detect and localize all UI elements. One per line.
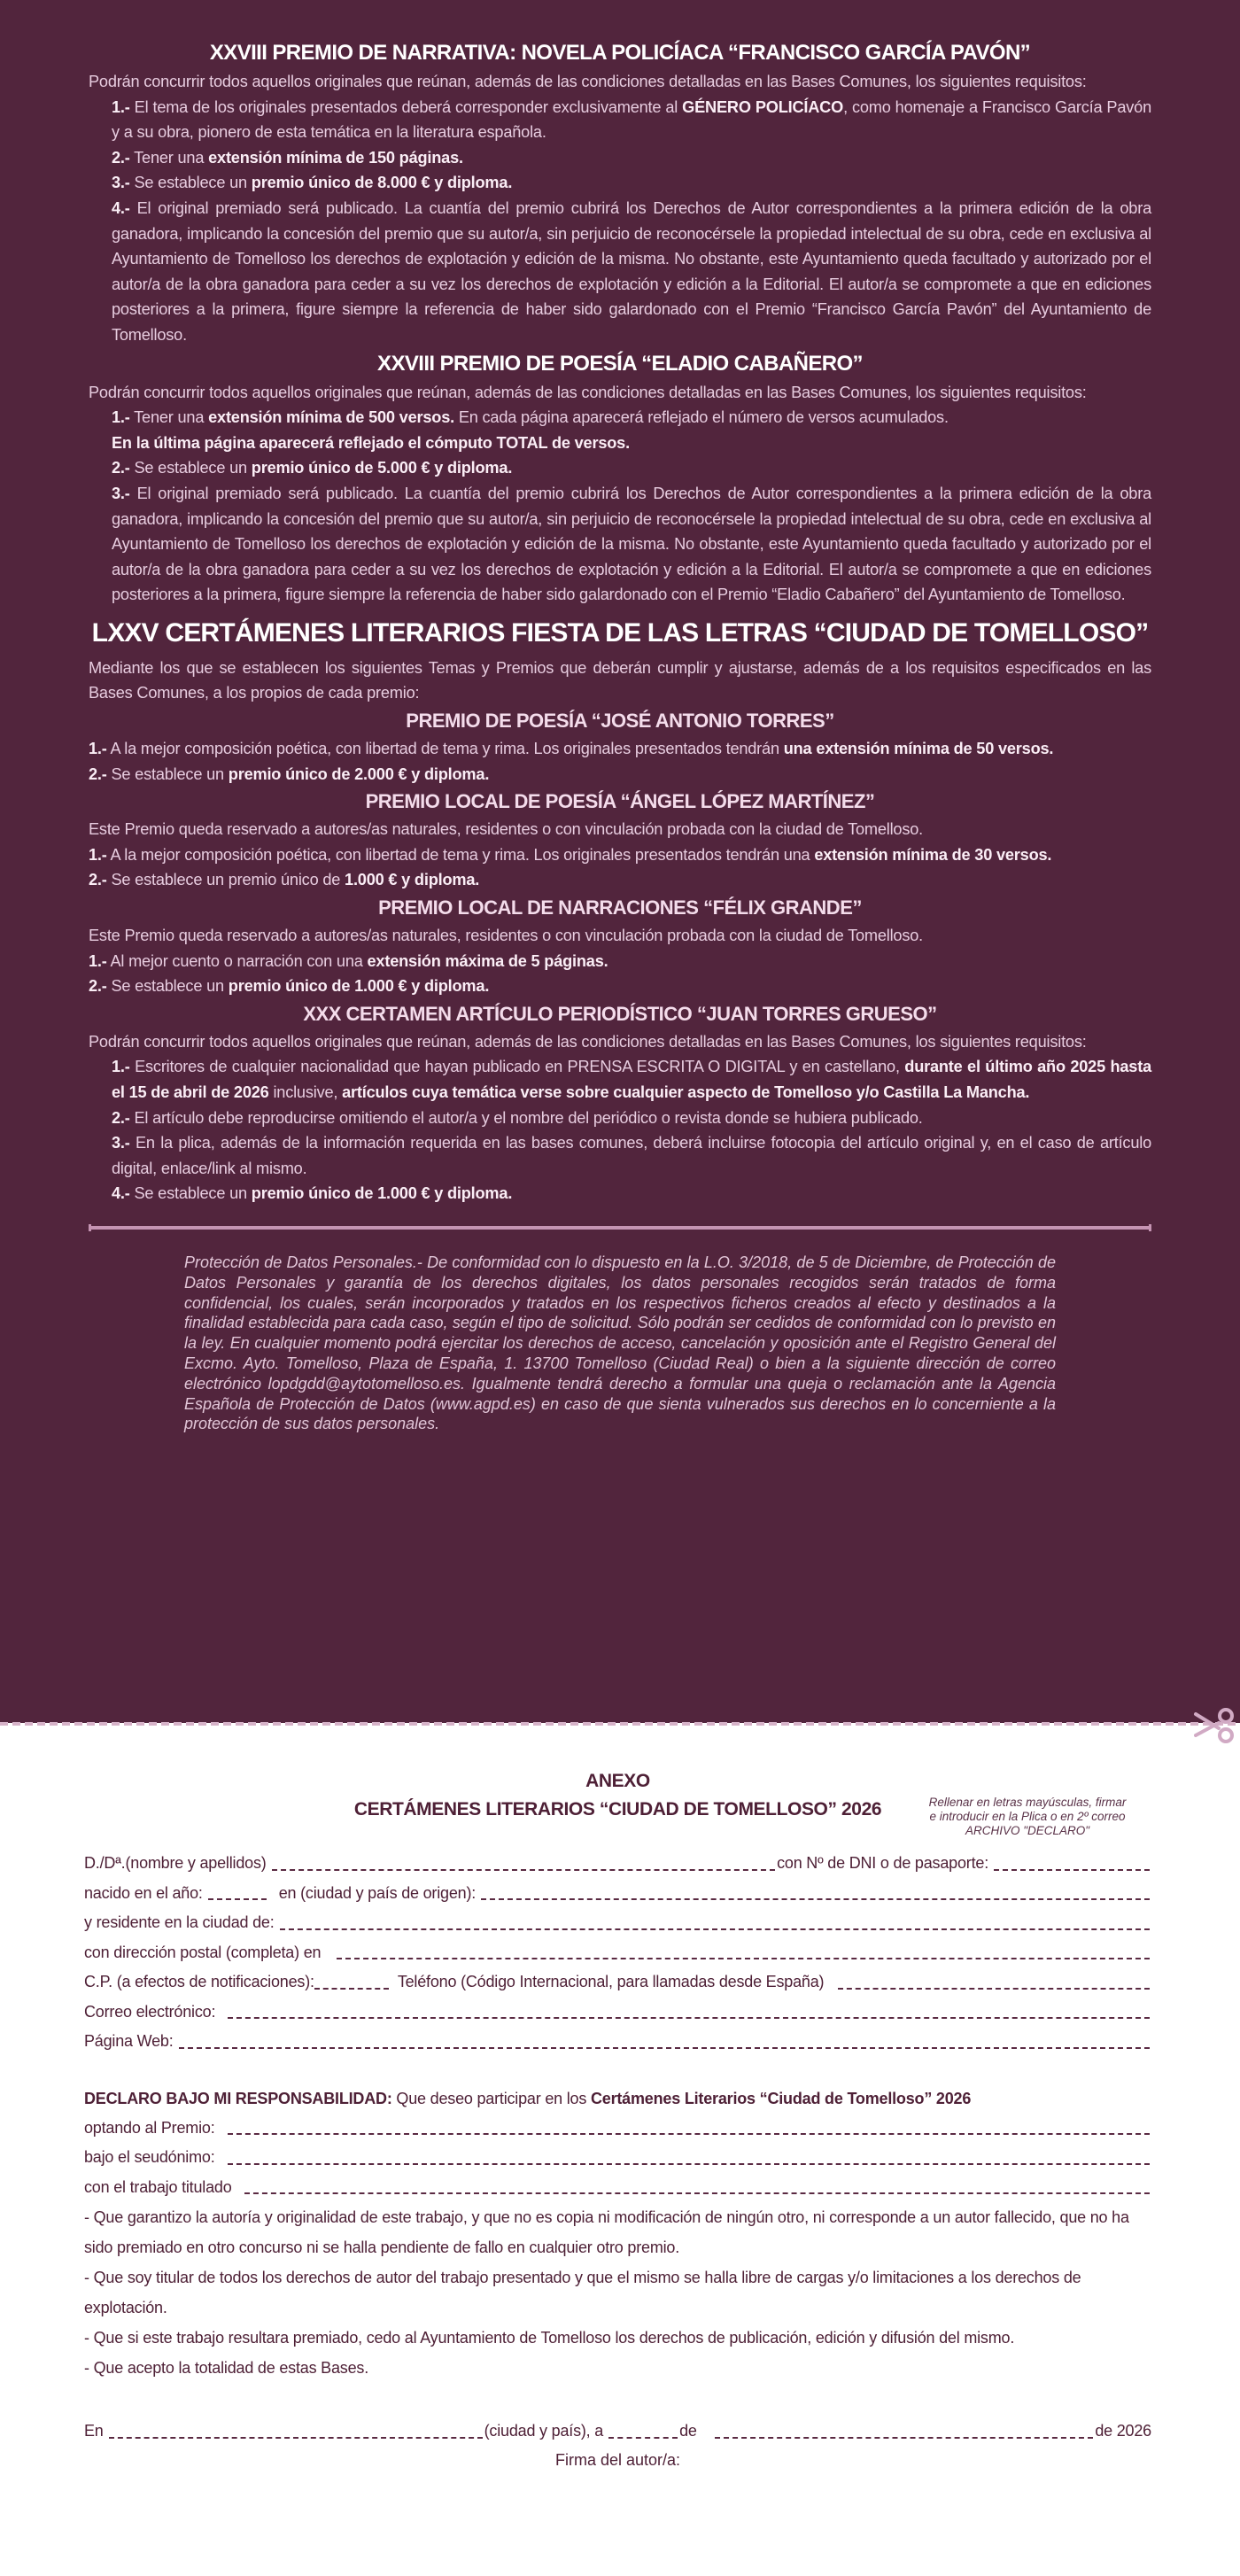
grande-intro: Este Premio queda reservado a autores/as naturales, residentes o con vinculación probada con la ciudad de Tomelloso.: [89, 927, 923, 945]
narrativa-title: XXVIII PREMIO DE NARRATIVA: NOVELA POLICÍACA “FRANCISCO GARCÍA PAVÓN”: [209, 41, 1031, 65]
pseudonym-field[interactable]: [228, 2143, 1150, 2165]
grande-item: 2.- Se establece un premio único de 1.000 € y diploma.: [89, 977, 490, 996]
website-field[interactable]: [179, 2027, 1150, 2049]
torres-title: PREMIO DE POESÍA “JOSÉ ANTONIO TORRES”: [406, 710, 834, 733]
name-field[interactable]: [272, 1849, 776, 1871]
certamenes-title: LXXV CERTÁMENES LITERARIOS FIESTA DE LAS LETRAS “CIUDAD DE TOMELLOSO”: [91, 617, 1149, 648]
poesia-item: En la última página aparecerá reflejado el cómputo TOTAL de versos.: [112, 433, 630, 452]
declaration-statement: - Que garantizo la autoría y originalidad de este trabajo, y que no es copia ni modificación de ningún otro, ni corresponde a un autor fallecido, que no ha sido premiado en otro concurso ni se halla pendiente de fallo en cualquier otro premio.: [84, 2208, 1129, 2256]
email-field[interactable]: [228, 1998, 1150, 2020]
postal-code-field[interactable]: [314, 1967, 389, 1990]
poesia-items: [89, 405, 1151, 608]
narrativa-items: [89, 95, 1151, 348]
address-field[interactable]: [337, 1938, 1150, 1960]
anexo-form: [0, 1723, 1240, 2576]
lopez-item: 1.- A la mejor composición poética, con libertad de tema y rima. Los originales presentados tendrán una extensión mínima de 30 versos.: [89, 845, 1052, 864]
poesia-item: 1.- Tener una extensión mínima de 500 versos. En cada página aparecerá reflejado el número de versos acumulados.: [112, 408, 949, 427]
dni-field[interactable]: [994, 1849, 1150, 1871]
declaration-statement: - Que soy titular de todos los derechos de autor del trabajo presentado y que el mismo se halla libre de cargas y/o limitaciones a los derechos de explotación.: [84, 2269, 1081, 2316]
signature-line: En (ciudad y país), a de de 2026: [84, 2417, 1151, 2447]
lopez-intro: Este Premio queda reservado a autores/as naturales, residentes o con vinculación probada con la ciudad de Tomelloso.: [89, 820, 923, 839]
grueso-item: 2.- El artículo debe reproducirse omitiendo el autor/a y el nombre del periódico o revista donde se hubiera publicado.: [112, 1108, 923, 1127]
grueso-item: 1.- Escritores de cualquier nacionalidad que hayan publicado en PRENSA ESCRITA O DIGITAL y en castellano, durante el último año 2025 hasta el 15 de abril de 2026 inclusive, artículos cuya temática verse sobre cualquier aspecto de Tomelloso y/o Castilla La Mancha.: [112, 1058, 1151, 1101]
torres-item: 1.- A la mejor composición poética, con libertad de tema y rima. Los originales presentados tendrán una extensión mínima de 50 versos.: [89, 740, 1054, 758]
residence-field[interactable]: [280, 1908, 1150, 1930]
declaration: DECLARO BAJO MI RESPONSABILIDAD: Que deseo participar en los Certámenes Literarios “Ciudad de Tomelloso” 2026 optando al Premio: bajo el seudónimo: con el trabajo titulado - Que garantizo la autoría y originalidad de este trabajo, y que no es copia ni modificación de ningún otro, ni corresponde a un autor fallecido, que no ha sido premiado en otro concurso ni se halla pendiente de fallo en cualquier otro premio. - Que soy titular de todos los derechos de autor del trabajo presentado y que el mismo se halla libre de cargas y/o limitaciones a los derechos de explotación. - Que si este trabajo resultara premiado, cedo al Ayuntamiento de Tomelloso los derechos de publicación, edición y difusión del mismo. - Que acepto la totalidad de estas Bases.: [84, 2083, 1151, 2384]
declaration-statement: - Que si este trabajo resultara premiado, cedo al Ayuntamiento de Tomelloso los derechos de publicación, edición y difusión del mismo.: [84, 2329, 1015, 2347]
origin-field[interactable]: [481, 1879, 1150, 1901]
grueso-item: 4.- Se establece un premio único de 1.000 € y diploma.: [112, 1184, 513, 1203]
prize-field[interactable]: [228, 2114, 1151, 2136]
personal-data-fields: D./Dª.(nombre y apellidos) con Nº de DNI o de pasaporte: nacido en el año: en (ciudad y país de origen): y residente en la ciudad de: con dirección postal (completa) en C.P. (a efectos de notificaciones): Teléfono (Código Internacional, para llamadas desde España) Correo electrónico: Página Web:: [84, 1849, 1151, 2057]
narrativa-intro: Podrán concurrir todos aquellos originales que reúnan, además de las condiciones detalladas en las Bases Comunes, los siguientes requisitos:: [89, 73, 1087, 90]
sign-day-field[interactable]: [608, 2417, 678, 2439]
narrativa-item: 3.- Se establece un premio único de 8.000 € y diploma.: [112, 174, 513, 192]
grande-title: PREMIO LOCAL DE NARRACIONES “FÉLIX GRANDE”: [378, 896, 862, 919]
declaration-statement: - Que acepto la totalidad de estas Bases.: [84, 2359, 369, 2377]
poesia-title: XXVIII PREMIO DE POESÍA “ELADIO CABAÑERO”: [377, 351, 863, 376]
narrativa-item: 2.- Tener una extensión mínima de 150 páginas.: [112, 148, 463, 167]
signature-label: Firma del autor/a:: [554, 2450, 681, 2469]
phone-field[interactable]: [838, 1967, 1150, 1990]
grueso-items: [89, 1054, 1151, 1207]
narrativa-item: 1.- El tema de los originales presentados deberá corresponder exclusivamente al GÉNERO POLICÍACO, como homenaje a Francisco García Pavón y a su obra, pionero de esta temática en la literatura española.: [112, 97, 1151, 142]
anexo-instructions: Rellenar en letras mayúsculas, firmar e introducir en la Plica o en 2º correo ARCHIVO "DECLARO": [928, 1796, 1127, 1837]
narrativa-item: 4.- El original premiado será publicado. La cuantía del premio cubrirá los Derechos de Autor correspondientes a la primera edición de la obra ganadora, implicando la concesión del premio que su autor/a, sin perjuicio de reconocérsele la propiedad intelectual de su obra, cede en exclusiva al Ayuntamiento de Tomelloso los derechos de explotación y edición de la misma. No obstante, este Ayuntamiento queda facultado y autorizado por el autor/a de la obra ganadora para ceder a su vez los derechos de explotación y edición a la Editorial. El autor/a se compromete a que en ediciones posteriores a la primera, figure siempre la referencia de haber sido galardonado con el Premio “Francisco García Pavón” del Ayuntamiento de Tomelloso.: [112, 198, 1151, 344]
birth-year-field[interactable]: [208, 1879, 267, 1901]
work-title-field[interactable]: [244, 2173, 1150, 2195]
sign-city-field[interactable]: [109, 2417, 483, 2439]
declaration-lead: DECLARO BAJO MI RESPONSABILIDAD: Que deseo participar en los Certámenes Literarios “Ciudad de Tomelloso” 2026: [84, 2089, 972, 2107]
privacy-notice: Protección de Datos Personales.- De conformidad con lo dispuesto en la L.O. 3/2018, de 5 de Diciembre, de Protección de Datos Personales y garantía de los derechos digitales, los datos personales recogidos serán tratados de forma confidencial, los cuales, serán incorporados y tratados en los respectivos ficheros creados al efecto y destinados a la finalidad establecida para cada caso, según el tipo de solicitud. Sólo podrán ser cedidos de conformidad con lo previsto en la ley. En cualquier momento podrá ejercitar los derechos de acceso, cancelación y oposición ante el Registro General del Excmo. Ayto. Tomelloso, Plaza de España, 1. 13700 Tomelloso (Ciudad Real) o bien a la siguiente dirección de correo electrónico lopdgdd@aytotomelloso.es. Igualmente tendrá derecho a formular una queja o reclamación ante la Agencia Española de Protección de Datos (www.agpd.es) en caso de que sienta vulnerados sus derechos en lo concerniente a la protección de sus datos personales.: [184, 1253, 1056, 1433]
lopez-title: PREMIO LOCAL DE POESÍA “ÁNGEL LÓPEZ MARTÍNEZ”: [365, 790, 875, 813]
anexo-title: ANEXO: [585, 1771, 650, 1791]
grueso-title: XXX CERTAMEN ARTÍCULO PERIODÍSTICO “JUAN TORRES GRUESO”: [303, 1002, 937, 1025]
sign-month-field[interactable]: [715, 2417, 1094, 2439]
section-divider: [89, 1226, 1151, 1230]
poesia-item: 3.- El original premiado será publicado. La cuantía del premio cubrirá los Derechos de Autor correspondientes a la primera edición de la obra ganadora, implicando la concesión del premio que su autor/a, sin perjuicio de reconocérsele la propiedad intelectual de su obra, cede en exclusiva al Ayuntamiento de Tomelloso los derechos de explotación y edición de la misma. No obstante, este Ayuntamiento queda facultado y autorizado por el autor/a de la obra ganadora para ceder a su vez los derechos de explotación y edición a la Editorial. El autor/a se compromete a que en ediciones posteriores a la primera, figure siempre la referencia de haber sido galardonado con el Premio “Eladio Cabañero” del Ayuntamiento de Tomelloso.: [112, 484, 1151, 604]
poesia-item: 2.- Se establece un premio único de 5.000 € y diploma.: [112, 459, 513, 477]
poesia-intro: Podrán concurrir todos aquellos originales que reúnan, además de las condiciones detalladas en las Bases Comunes, los siguientes requisitos:: [89, 383, 1087, 401]
anexo-subtitle: CERTÁMENES LITERARIOS “CIUDAD DE TOMELLOSO” 2026: [353, 1799, 882, 1819]
grueso-item: 3.- En la plica, además de la información requerida en las bases comunes, deberá incluirse fotocopia del artículo original y, en el caso de artículo digital, enlace/link al mismo.: [112, 1134, 1151, 1177]
lopez-item: 2.- Se establece un premio único de 1.000 € y diploma.: [89, 871, 480, 889]
grueso-intro: Podrán concurrir todos aquellos originales que reúnan, además de las condiciones detalladas en las Bases Comunes, los siguientes requisitos:: [89, 1032, 1087, 1051]
certamenes-intro: Mediante los que se establecen los siguientes Temas y Premios que deberán cumplir y ajustarse, además de a los requisitos especificados en las Bases Comunes, a los propios de cada premio:: [89, 658, 1151, 702]
grande-item: 1.- Al mejor cuento o narración con una extensión máxima de 5 páginas.: [89, 951, 608, 970]
torres-item: 2.- Se establece un premio único de 2.000 € y diploma.: [89, 764, 490, 783]
